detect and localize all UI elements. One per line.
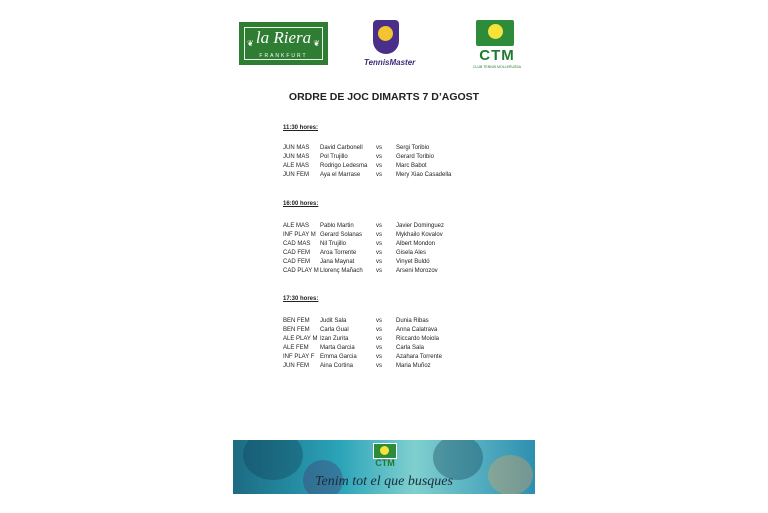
player-two: Gisela Ales bbox=[396, 250, 427, 256]
match-category: CAD FEM bbox=[283, 259, 310, 265]
player-one: Marta Garcia bbox=[320, 345, 355, 351]
player-two: Carla Sala bbox=[396, 345, 425, 351]
player-one: Judit Sala bbox=[320, 318, 347, 324]
match-row bbox=[283, 162, 427, 171]
match-row bbox=[283, 317, 429, 326]
match-category: CAD PLAY M bbox=[283, 268, 319, 274]
match-category: ALE MAS bbox=[283, 223, 310, 229]
player-two: Sergi Toribio bbox=[396, 145, 430, 151]
tennis-ball-icon bbox=[378, 26, 393, 41]
ornament-icon: ❦ bbox=[313, 39, 320, 48]
page-title: ORDRE DE JOC DIMARTS 7 D’AGOST bbox=[288, 91, 480, 103]
match-row bbox=[283, 222, 445, 231]
vs-label: vs bbox=[376, 363, 382, 369]
player-one: Carla Gual bbox=[320, 327, 349, 333]
vs-label: vs bbox=[376, 145, 382, 151]
vs-label: vs bbox=[376, 327, 382, 333]
player-one: Rodrigo Ledesma bbox=[320, 163, 368, 169]
ctm-tag: CLUB TENNIS MOLLERUSSA bbox=[473, 65, 521, 69]
match-category: JUN MAS bbox=[283, 145, 310, 151]
vs-label: vs bbox=[376, 345, 382, 351]
player-one: Gerard Solanas bbox=[320, 232, 363, 238]
player-one: Llorenç Mañach bbox=[320, 268, 363, 274]
player-two: Riccardo Moiola bbox=[396, 336, 440, 342]
vs-label: vs bbox=[376, 241, 382, 247]
match-row bbox=[283, 326, 438, 335]
match-row bbox=[283, 353, 442, 362]
match-category: INF PLAY F bbox=[283, 354, 315, 360]
vs-label: vs bbox=[376, 268, 382, 274]
la-riera-logo bbox=[239, 22, 328, 65]
promo-banner bbox=[233, 440, 535, 494]
match-row bbox=[283, 144, 430, 153]
player-one: Pablo Martin bbox=[320, 223, 354, 229]
player-two: Marc Babot bbox=[396, 163, 427, 169]
match-row bbox=[283, 171, 452, 180]
match-row bbox=[283, 249, 427, 258]
vs-label: vs bbox=[376, 318, 382, 324]
player-two: Arseni Morozov bbox=[396, 268, 438, 274]
banner-caption: Tenim tot el que busques bbox=[315, 474, 453, 489]
player-one: Nil Trujillo bbox=[320, 241, 347, 247]
vs-label: vs bbox=[376, 223, 382, 229]
banner-logo-text: CTM bbox=[375, 458, 395, 468]
match-row bbox=[283, 362, 431, 371]
ctm-name: CTM bbox=[479, 47, 515, 64]
vs-label: vs bbox=[376, 232, 382, 238]
session-block bbox=[283, 201, 445, 276]
vs-label: vs bbox=[376, 354, 382, 360]
player-one: Aya el Marrase bbox=[320, 172, 361, 178]
session-time: 16:00 hores: bbox=[283, 201, 319, 207]
player-two: Mykhailo Kovalov bbox=[396, 232, 443, 238]
match-category: JUN FEM bbox=[283, 172, 309, 178]
tennis-ball-icon bbox=[488, 24, 503, 39]
vs-label: vs bbox=[376, 163, 382, 169]
match-row bbox=[283, 335, 440, 344]
player-two: Vinyet Buldó bbox=[396, 259, 430, 265]
match-row bbox=[283, 240, 436, 249]
player-two: Mery Xiao Casadella bbox=[396, 172, 452, 178]
vs-label: vs bbox=[376, 172, 382, 178]
tennismaster-logo bbox=[364, 18, 416, 70]
match-category: INF PLAY M bbox=[283, 232, 316, 238]
match-category: JUN MAS bbox=[283, 154, 310, 160]
match-category: CAD MAS bbox=[283, 241, 311, 247]
session-time: 17:30 hores: bbox=[283, 296, 319, 302]
match-category: CAD FEM bbox=[283, 250, 310, 256]
player-one: Pol Trujillo bbox=[320, 154, 348, 160]
flag-icon bbox=[476, 20, 514, 46]
ornament-icon: ❦ bbox=[247, 39, 254, 48]
player-one: Izan Zurita bbox=[320, 336, 349, 342]
match-category: ALE PLAY M bbox=[283, 336, 318, 342]
match-category: BEN FEM bbox=[283, 318, 310, 324]
match-category: BEN FEM bbox=[283, 327, 310, 333]
session-block bbox=[283, 125, 452, 180]
player-two: Javier Dominguez bbox=[396, 223, 445, 229]
match-category: JUN FEM bbox=[283, 363, 309, 369]
match-row bbox=[283, 231, 443, 240]
vs-label: vs bbox=[376, 259, 382, 265]
session-block bbox=[283, 296, 442, 371]
vs-label: vs bbox=[376, 250, 382, 256]
match-row bbox=[283, 267, 438, 276]
player-one: Aina Cortina bbox=[320, 363, 354, 369]
session-time: 11:30 hores: bbox=[283, 125, 319, 131]
player-two: Anna Calatrava bbox=[396, 327, 438, 333]
vs-label: vs bbox=[376, 154, 382, 160]
match-category: ALE FEM bbox=[283, 345, 309, 351]
match-row bbox=[283, 258, 430, 267]
player-one: Jana Maynat bbox=[320, 259, 355, 265]
match-row bbox=[283, 153, 434, 162]
flag-icon bbox=[373, 443, 397, 459]
tennismaster-name: TennisMaster bbox=[364, 58, 416, 67]
tennis-ball-icon bbox=[380, 446, 389, 455]
la-riera-sub: FRANKFURT bbox=[259, 53, 308, 59]
player-two: Azahara Torrente bbox=[396, 354, 442, 360]
la-riera-name: la Riera bbox=[255, 28, 312, 47]
player-one: Emma Garcia bbox=[320, 354, 357, 360]
player-one: David Carbonell bbox=[320, 145, 363, 151]
player-two: Albert Mondon bbox=[396, 241, 436, 247]
player-two: Gerard Toribio bbox=[396, 154, 434, 160]
ctm-banner-logo bbox=[368, 443, 402, 471]
match-row bbox=[283, 344, 425, 353]
player-two: Maria Muñoz bbox=[396, 363, 431, 369]
ctm-logo bbox=[466, 20, 528, 72]
player-two: Dunia Ribas bbox=[396, 318, 429, 324]
player-one: Aroa Torrente bbox=[320, 250, 357, 256]
match-category: ALE MAS bbox=[283, 163, 310, 169]
vs-label: vs bbox=[376, 336, 382, 342]
